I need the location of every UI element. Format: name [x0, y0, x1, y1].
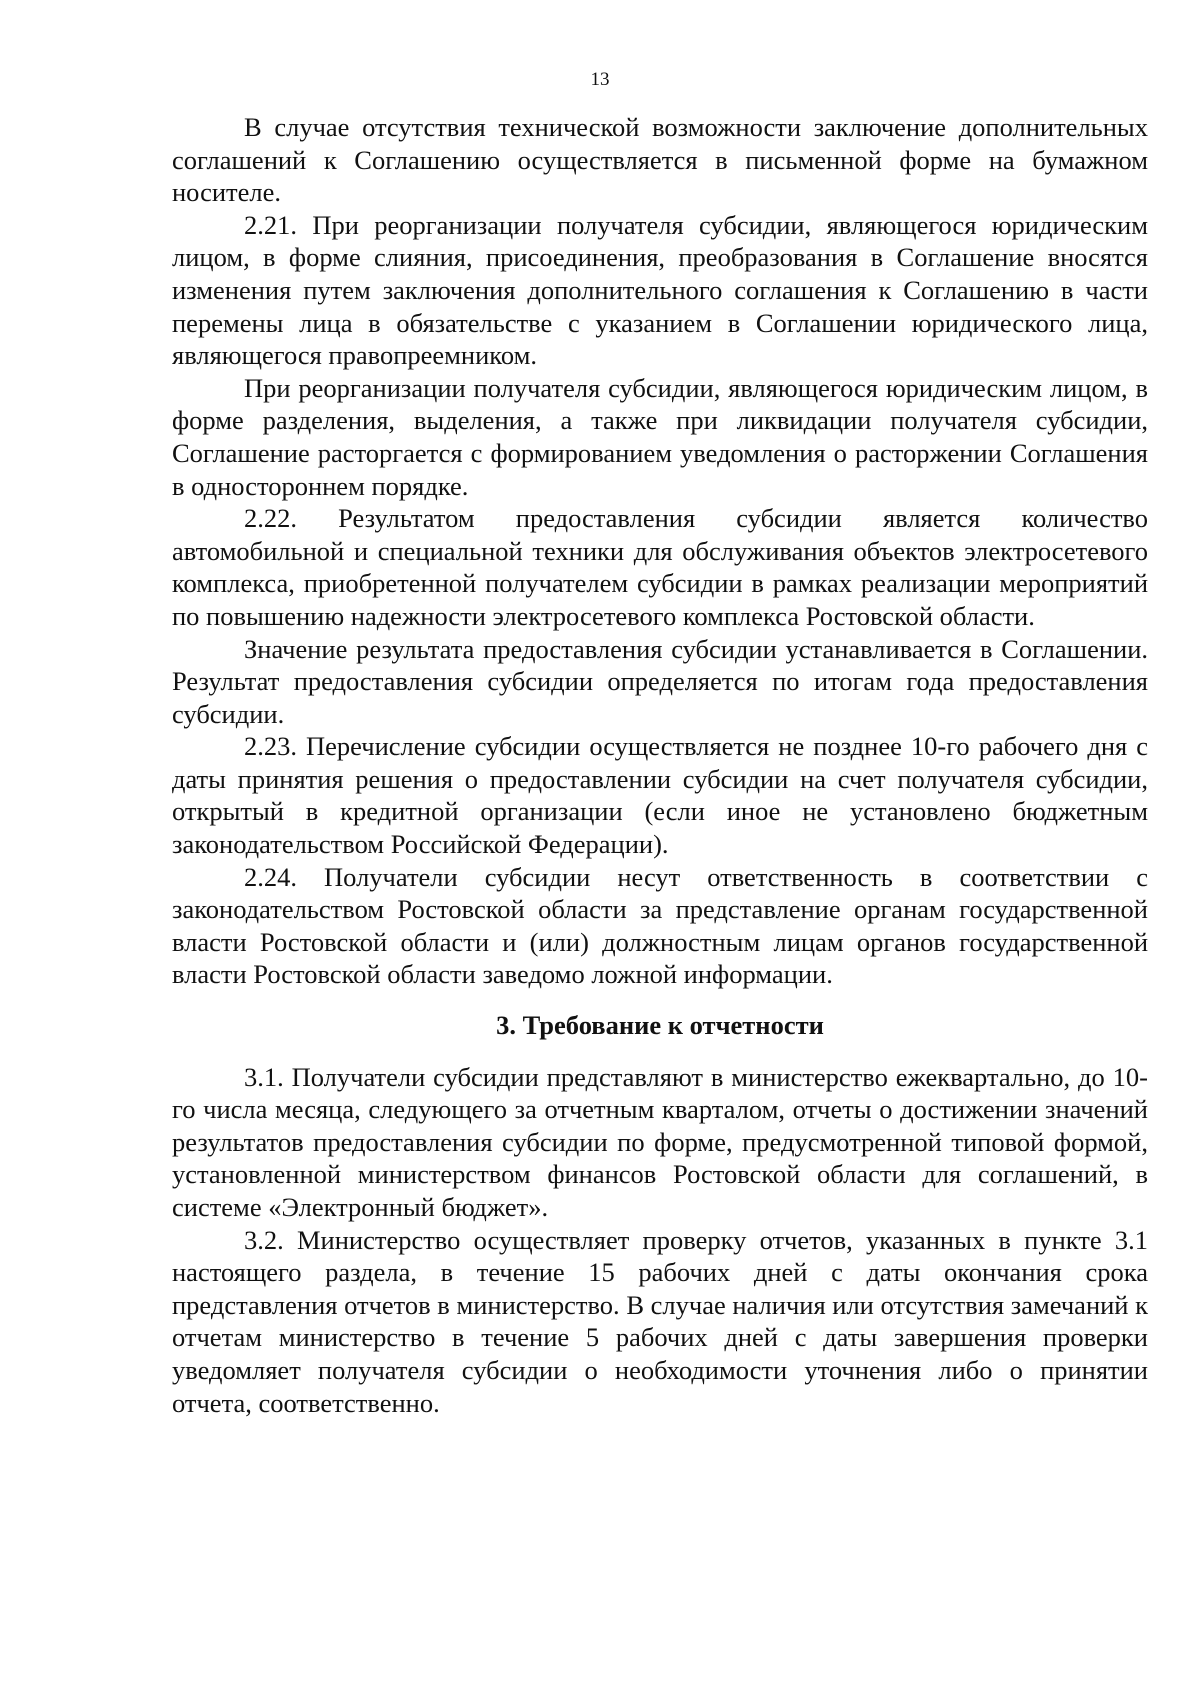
document-body: [172, 111, 1148, 1419]
paragraph-2-21-reorganization-merger: 2.21. При реорганизации получателя субсидии, являющегося юридическим лицом, в форме слияния, присоединения, преобразования в Соглашение вносятся изменения путем заключения дополнительного соглашения к Соглашению в части перемены лица в обязательстве с указанием в Соглашении юридического лица, являющегося правопреемником.: [172, 209, 1148, 371]
paragraph-3-1-reports: 3.1. Получатели субсидии представляют в министерство ежеквартально, до 10-го числа месяца, следующего за отчетным кварталом, отчеты о достижении значений результатов предоставления субсидии по форме, предусмотренной типовой формой, установленной министерством финансов Ростовской области для соглашений, в системе «Электронный бюджет».: [172, 1061, 1148, 1222]
paragraph-2-22-result: 2.22. Результатом предоставления субсидии является количество автомобильной и специальной техники для обслуживания объектов электросетевого комплекса, приобретенной получателем субсидии в рамках реализации мероприятий по повышению надежности электросетевого комплекса Ростовской области.: [172, 503, 1148, 631]
paragraph-technical-impossibility: В случае отсутствия технической возможности заключение дополнительных соглашений к Соглашению осуществляется в письменной форме на бумажном носителе.: [172, 112, 1148, 208]
paragraph-2-23-transfer: 2.23. Перечисление субсидии осуществляется не позднее 10-го рабочего дня с даты принятия решения о предоставлении субсидии на счет получателя субсидии, открытый в кредитной организации (если иное не установлено бюджетным законодательством Российской Федерации).: [172, 731, 1148, 860]
paragraph-2-24-responsibility: 2.24. Получатели субсидии несут ответственность в соответствии с законодательством Ростовской области за представление органам государственной власти Ростовской области и (или) должностным лицам органов государственной власти Ростовской области заведомо ложной информации.: [172, 861, 1148, 990]
paragraph-3-2-verification: 3.2. Министерство осуществляет проверку отчетов, указанных в пункте 3.1 настоящего раздела, в течение 15 рабочих дней с даты окончания срока представления отчетов в министерство. В случае наличия или отсутствия замечаний к отчетам министерство в течение 5 рабочих дней с даты завершения проверки уведомляет получателя субсидии о необходимости уточнения либо о принятии отчета, соответственно.: [172, 1224, 1148, 1418]
page-number: 13: [590, 69, 610, 90]
paragraph-result-value: Значение результата предоставления субсидии устанавливается в Соглашении. Результат предоставления субсидии определяется по итогам года предоставления субсидии.: [172, 633, 1148, 729]
section-title-reporting: 3. Требование к отчетности: [496, 1010, 824, 1041]
paragraph-reorganization-division: При реорганизации получателя субсидии, являющегося юридическим лицом, в форме разделения, выделения, а также при ликвидации получателя субсидии, Соглашение расторгается с формированием уведомления о расторжении Соглашения в одностороннем порядке.: [172, 372, 1148, 501]
